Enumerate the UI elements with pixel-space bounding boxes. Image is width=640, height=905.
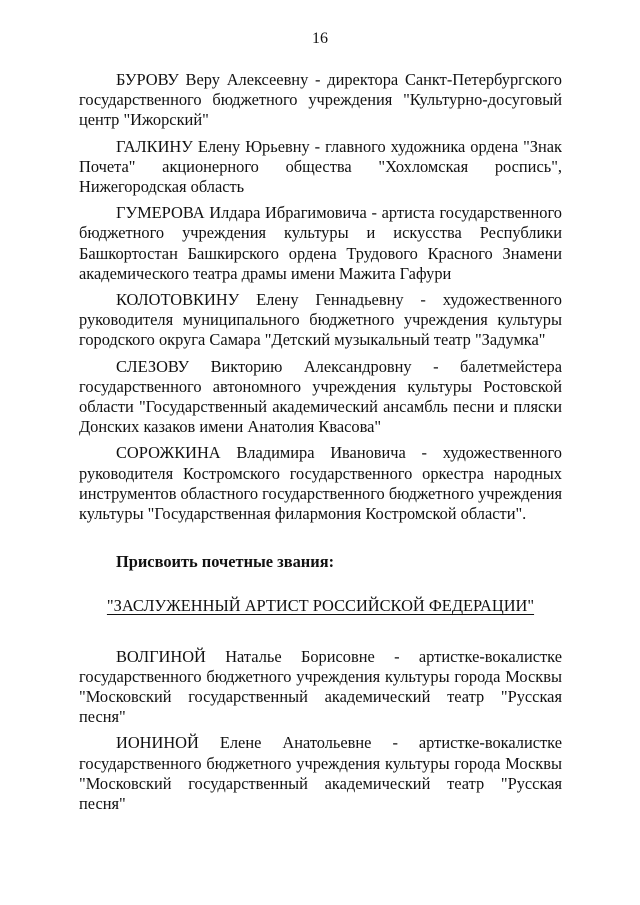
person-description: - балетмейстера государственного автономного учреждения культуры Ростовской области "Государственный академический ансамбль песни и пляски Донских казаков имени Анатолия Квасова" [79, 356, 562, 437]
section-heading: Присвоить почетные звания: [116, 552, 335, 572]
person-description: - художественного руководителя муниципального бюджетного учреждения культуры городского округа Самара "Детский музыкальный театр "Задумка" [79, 290, 562, 350]
award-entry [79, 443, 562, 524]
person-name: БУРОВУ Веру Алексеевну [116, 70, 309, 89]
award-entry [79, 290, 562, 351]
page-number: 16 [312, 30, 328, 47]
person-description: - директора Санкт-Петербургского государственного бюджетного учреждения "Культурно-досуговый центр "Ижорский" [79, 70, 562, 130]
award-entry [79, 357, 562, 438]
person-name: ГУМЕРОВА Илдара Ибрагимовича [116, 203, 367, 223]
person-name: ГАЛКИНУ Елену Юрьевну [116, 136, 310, 156]
person-name: СЛЕЗОВУ Викторию Александровну [116, 356, 412, 376]
person-description: - художественного руководителя Костромского государственного оркестра народных инструментов областного государственного бюджетного учреждения культуры "Государственная филармония Костромской области". [79, 443, 562, 524]
person-description: - главного художника ордена "Знак Почета" акционерного общества "Хохломская роспись", Нижегородская область [79, 136, 562, 197]
person-name: КОЛОТОВКИНУ Елену Геннадьевну [116, 290, 404, 310]
title-heading: "ЗАСЛУЖЕННЫЙ АРТИСТ РОССИЙСКОЙ ФЕДЕРАЦИИ" [106, 596, 535, 616]
award-entry [79, 733, 562, 814]
person-description: - артистке-вокалистке государственного бюджетного учреждения культуры города Москвы "Московский государственный академический театр "Русская песня" [79, 733, 563, 814]
person-name: СОРОЖКИНА Владимира Ивановича [116, 443, 406, 463]
award-entry [79, 137, 562, 198]
person-description: - артистке-вокалистке государственного бюджетного учреждения культуры города Москвы "Московский государственный академический театр "Русская песня" [79, 646, 562, 727]
person-description: - артиста государственного бюджетного учреждения культуры и искусства Республики Башкортостан Башкирского ордена Трудового Красного Знамени академического театра драмы имени Мажита Гафури [79, 203, 563, 283]
award-entry [79, 647, 562, 728]
person-name: ВОЛГИНОЙ Наталье Борисовне [116, 646, 375, 666]
award-entry [79, 203, 562, 284]
document-body [79, 70, 562, 820]
award-entry [79, 70, 562, 131]
person-name: ИОНИНОЙ Елене Анатольевне [116, 733, 372, 753]
